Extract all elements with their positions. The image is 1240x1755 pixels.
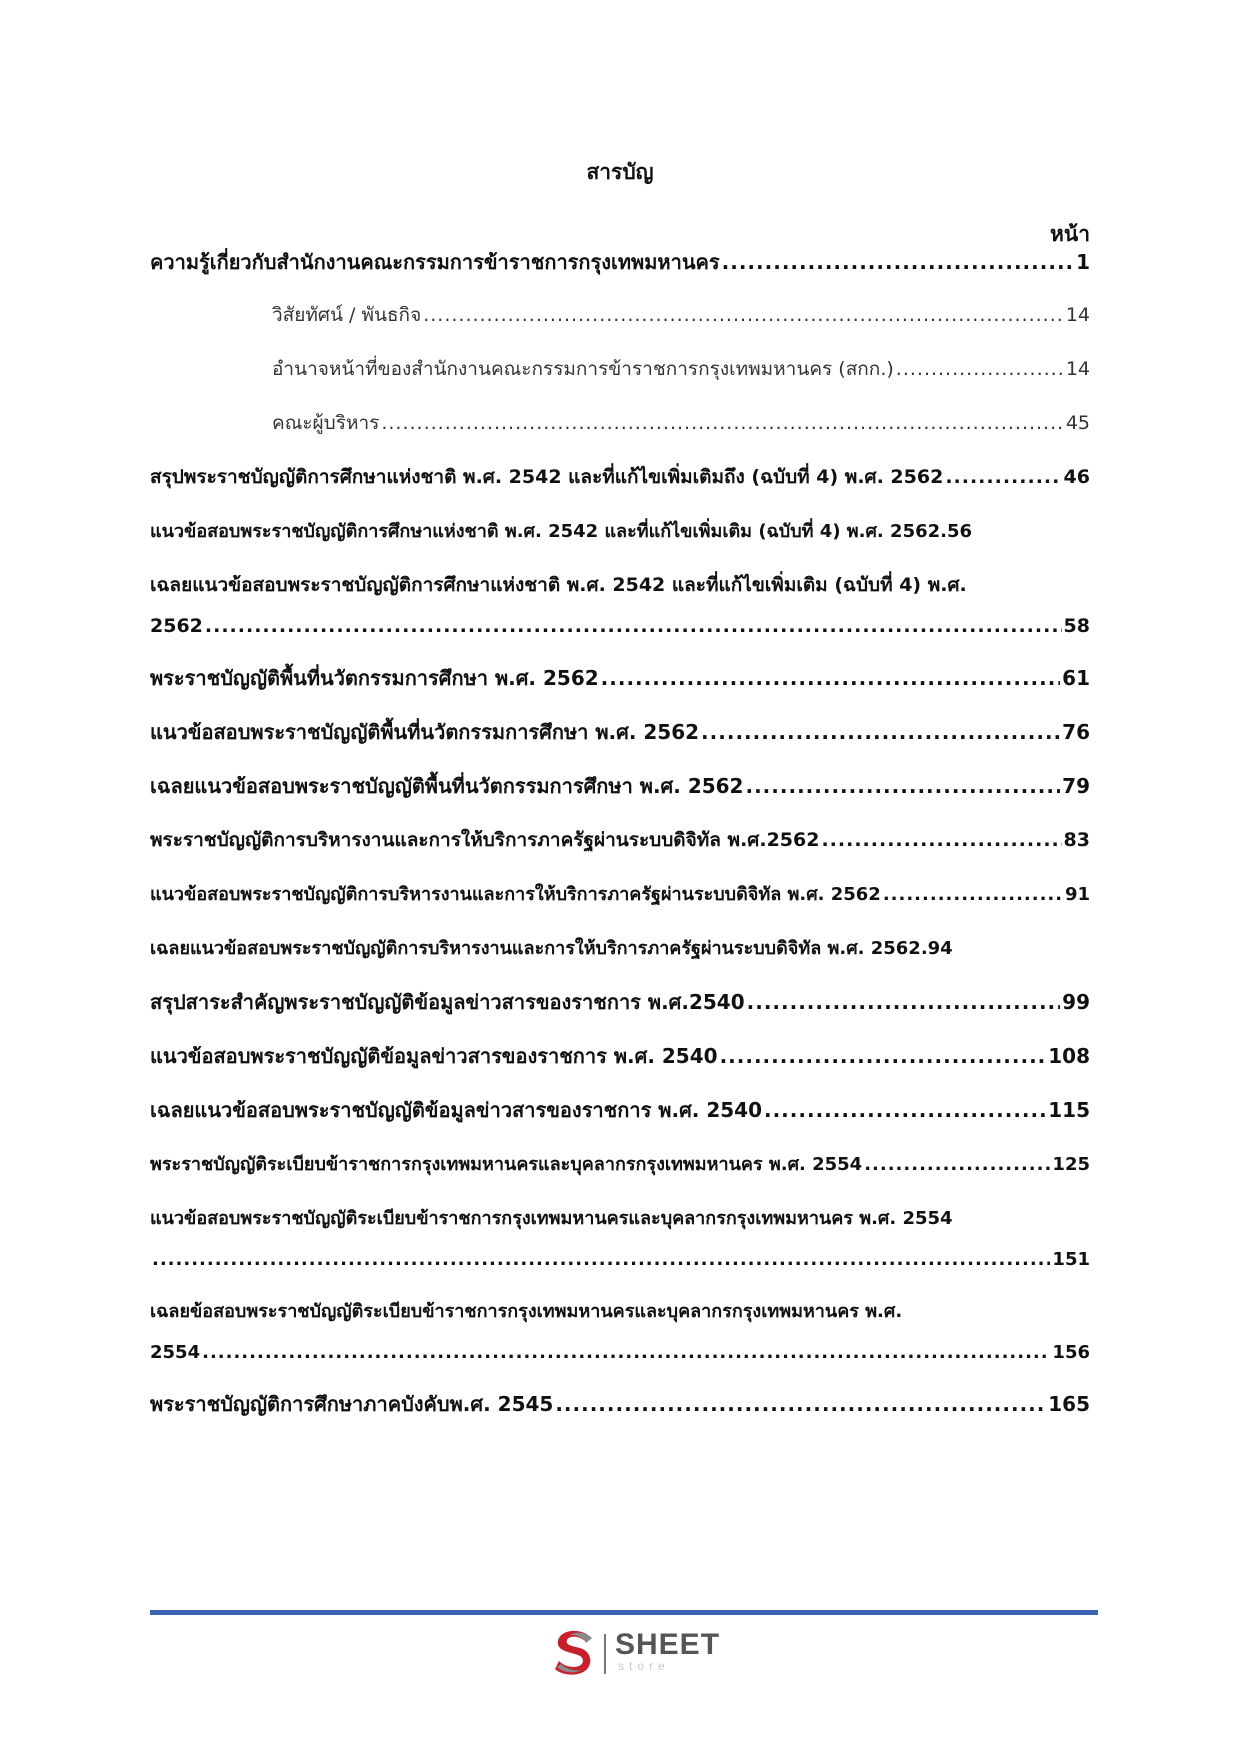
toc-entry-text: แนวข้อสอบพระราชบัญญัติข้อมูลข่าวสารของราชการ พ.ศ. 2540 xyxy=(150,1044,718,1068)
toc-entry[interactable] xyxy=(150,1291,1090,1373)
toc-entry-text: คณะผู้บริหาร xyxy=(272,412,380,434)
toc-entry-page: 14 xyxy=(1065,304,1090,326)
toc-entry[interactable] xyxy=(150,766,1090,807)
toc-entry[interactable] xyxy=(150,874,1090,915)
toc-entry-text: พระราชบัญญัติระเบียบข้าราชการกรุงเทพมหานครและบุคลากรกรุงเทพมหานคร พ.ศ. 2554 xyxy=(150,1154,863,1175)
toc-entry-text: วิสัยทัศน์ / พันธกิจ xyxy=(272,304,422,326)
toc-entry-page: 108 xyxy=(1048,1044,1090,1068)
toc-entry-text: เฉลยแนวข้อสอบพระราชบัญญัติพื้นที่นวัตกรรมการศึกษา พ.ศ. 2562 xyxy=(150,774,744,798)
s-logo-icon xyxy=(548,1626,602,1680)
logo-subtext: store xyxy=(618,1659,670,1673)
toc-entry-text: 2562 xyxy=(150,615,203,637)
toc-subentry[interactable] xyxy=(272,349,1090,390)
toc-entry[interactable] xyxy=(150,511,1090,552)
footer-rule xyxy=(150,1610,1098,1615)
toc-subentry[interactable] xyxy=(272,403,1090,444)
toc-entry[interactable] xyxy=(150,242,1090,283)
toc-entry-page: 45 xyxy=(1065,412,1090,434)
logo-divider xyxy=(604,1634,606,1674)
toc-entry-page: 76 xyxy=(1062,720,1090,744)
toc-entry-text-line1: แนวข้อสอบพระราชบัญญัติระเบียบข้าราชการกรุงเทพมหานครและบุคลากรกรุงเทพมหานคร พ.ศ. 2554 xyxy=(150,1208,953,1229)
toc-entry-page: 91 xyxy=(1064,884,1090,905)
toc-entry-page: 1 xyxy=(1076,250,1090,274)
toc-entry-text: พระราชบัญญัติพื้นที่นวัตกรรมการศึกษา พ.ศ. 2562 xyxy=(150,666,599,690)
toc-entry-text: สรุปสาระสำคัญพระราชบัญญัติข้อมูลข่าวสารของราชการ พ.ศ.2540 xyxy=(150,990,745,1014)
toc-entry-page: 56 xyxy=(946,521,973,542)
toc-entry-page: 58 xyxy=(1063,615,1090,637)
logo-text: SHEET xyxy=(615,1628,721,1661)
toc-entry-text: แนวข้อสอบพระราชบัญญัติการศึกษาแห่งชาติ พ.ศ. 2542 และที่แก้ไขเพิ่มเติม (ฉบับที่ 4) พ.ศ. 2562. xyxy=(150,521,947,542)
toc-entry-text: เฉลยแนวข้อสอบพระราชบัญญัติข้อมูลข่าวสารของราชการ พ.ศ. 2540 xyxy=(150,1098,762,1122)
toc-entry-text-line1: เฉลยข้อสอบพระราชบัญญัติระเบียบข้าราชการกรุงเทพมหานครและบุคลากรกรุงเทพมหานคร พ.ศ. xyxy=(150,1301,903,1322)
toc-entry-text-line1: เฉลยแนวข้อสอบพระราชบัญญัติการศึกษาแห่งชาติ พ.ศ. 2542 และที่แก้ไขเพิ่มเติม (ฉบับที่ 4) พ.ศ. xyxy=(150,574,967,596)
toc-entry[interactable] xyxy=(150,658,1090,699)
toc-entry-text: แนวข้อสอบพระราชบัญญัติการบริหารงานและการให้บริการภาครัฐผ่านระบบดิจิทัล พ.ศ. 2562 xyxy=(150,884,881,905)
toc-entry-page: 94 xyxy=(927,938,953,959)
toc-entry[interactable] xyxy=(150,565,1090,647)
toc-entry[interactable] xyxy=(150,1090,1090,1131)
toc-entry[interactable] xyxy=(150,982,1090,1023)
toc-entry-page: 79 xyxy=(1062,774,1090,798)
toc-entry-page: 151 xyxy=(1052,1249,1090,1270)
toc-entry-text: พระราชบัญญัติการบริหารงานและการให้บริการภาครัฐผ่านระบบดิจิทัล พ.ศ.2562 xyxy=(150,829,820,851)
toc-entry[interactable] xyxy=(150,1384,1090,1425)
toc-entry-page: 156 xyxy=(1052,1342,1090,1363)
page-column-header: หน้า xyxy=(1050,222,1090,246)
toc-entry[interactable] xyxy=(150,928,1090,969)
toc-entry-text: พระราชบัญญัติการศึกษาภาคบังคับพ.ศ. 2545 xyxy=(150,1392,554,1416)
toc-entry[interactable] xyxy=(150,820,1090,861)
toc-entry[interactable] xyxy=(150,457,1090,498)
toc-entry-text: สรุปพระราชบัญญัติการศึกษาแห่งชาติ พ.ศ. 2542 และที่แก้ไขเพิ่มเติมถึง (ฉบับที่ 4) พ.ศ. 2562 xyxy=(150,466,944,488)
sheet-store-logo xyxy=(548,1626,728,1681)
toc-entry-page: 99 xyxy=(1062,990,1090,1014)
toc-entry-page: 61 xyxy=(1062,666,1090,690)
toc-entry-text: 2554 xyxy=(150,1342,201,1363)
toc-entry-page: 125 xyxy=(1052,1154,1090,1175)
toc-entry-text: อำนาจหน้าที่ของสำนักงานคณะกรรมการข้าราชการกรุงเทพมหานคร (สกก.) xyxy=(272,358,894,380)
toc-entry[interactable] xyxy=(150,1198,1090,1280)
toc-entry-page: 46 xyxy=(1063,466,1090,488)
toc-entry[interactable] xyxy=(150,1036,1090,1077)
toc-entry-text: แนวข้อสอบพระราชบัญญัติพื้นที่นวัตกรรมการศึกษา พ.ศ. 2562 xyxy=(150,720,700,744)
toc-entry-page: 83 xyxy=(1063,829,1090,851)
toc-entry-text: ความรู้เกี่ยวกับสำนักงานคณะกรรมการข้าราชการกรุงเทพมหานคร xyxy=(150,250,720,274)
toc-entry-page: 14 xyxy=(1065,358,1090,380)
toc-entry-text: เฉลยแนวข้อสอบพระราชบัญญัติการบริหารงานและการให้บริการภาครัฐผ่านระบบดิจิทัล พ.ศ. 2562. xyxy=(150,938,928,959)
toc-entry-page: 115 xyxy=(1048,1098,1090,1122)
toc-title: สารบัญ xyxy=(586,160,654,184)
toc-entry[interactable] xyxy=(150,1144,1090,1185)
toc-entry-page: 165 xyxy=(1048,1392,1090,1416)
toc-entry[interactable] xyxy=(150,712,1090,753)
toc-subentry[interactable] xyxy=(272,295,1090,336)
